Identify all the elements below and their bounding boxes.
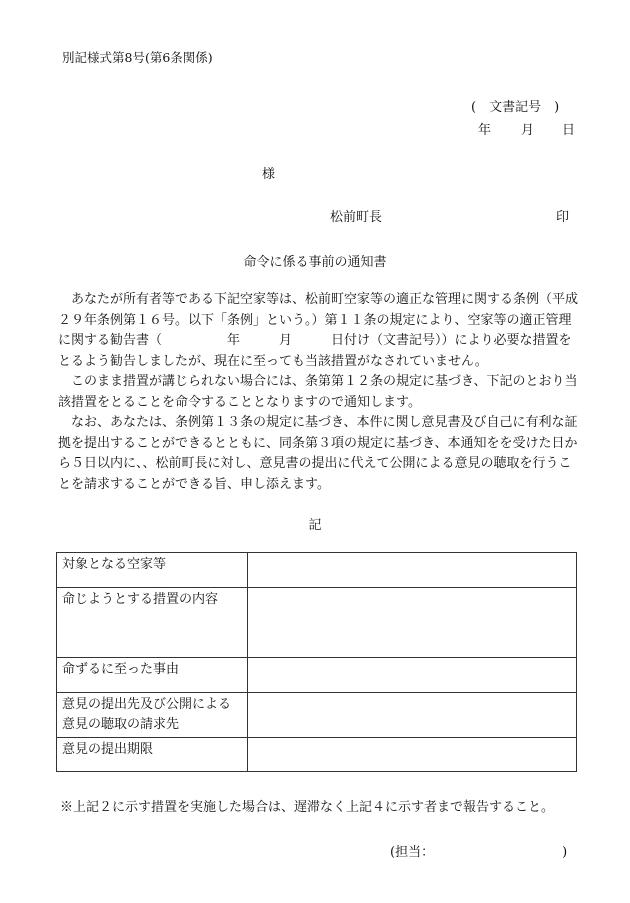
table-row — [57, 588, 577, 658]
document-title: 命令に係る事前の通知書 — [243, 255, 387, 270]
table-row — [57, 553, 577, 588]
date-day: 日 — [562, 123, 576, 138]
body-paragraph: あなたが所有者等である下記空家等は、松前町空家等の適正な管理に関する条例（平成２９年条例第１６号。以下「条例」という。）第１１条の規定により、空家等の適正管理に関する勧告書（ 年 月 日付け（文書記号））により必要な措置をとるよう勧告しましたが、現在に至っても当該措置がなされていません。 — [58, 292, 579, 369]
contact-person — [390, 841, 567, 860]
row-value — [248, 588, 577, 658]
document-number: ( 文書記号 ) — [471, 100, 560, 115]
contact-close: ) — [562, 845, 568, 860]
sender-title: 松前町長 — [330, 210, 383, 225]
ki-heading: 記 — [308, 518, 322, 533]
row-value — [248, 658, 577, 693]
table-row — [57, 738, 577, 772]
body-paragraph: このまま措置が講じられない場合には、条第第１２条の規定に基づき、下記のとおり当該措置をとることを命令することとなりますので通知します。 — [58, 374, 578, 410]
row-label: 対象となる空家等 — [57, 553, 248, 588]
contact-label: (担当： — [390, 845, 435, 860]
form-label: 別記様式第8号(第6条関係) — [62, 50, 213, 65]
body-paragraph: なお、あなたは、条例第１３条の規定に基づき、本件に関し意見書及び自己に有利な証拠を提出することができるとともに、同条第３項の規定に基づき、本通知をを受けた日から５日以内に、、松前町長に対し、意見書の提出に代えて公開による意見の聴取を行うことを請求することができる旨、申し添えます。 — [58, 415, 578, 492]
items-table — [56, 552, 577, 772]
seal-mark: 印 — [556, 210, 570, 225]
recipient: 様 — [262, 167, 276, 182]
row-label: 意見の提出先及び公開による意見の聴取の請求先 — [57, 693, 248, 738]
row-value — [248, 738, 577, 772]
row-label: 命じようとする措置の内容 — [57, 588, 248, 658]
footnote: ※上記２に示す措置を実施した場合は、遅滞なく上記４に示す者まで報告すること。 — [60, 800, 555, 815]
table-row — [57, 658, 577, 693]
row-value — [248, 553, 577, 588]
table-row — [57, 693, 577, 738]
date-year: 年 — [478, 123, 492, 138]
body-text — [58, 290, 578, 495]
row-value — [248, 693, 577, 738]
row-label: 意見の提出期限 — [57, 738, 248, 772]
date-month: 月 — [521, 123, 535, 138]
document-date — [478, 119, 575, 138]
row-label: 命ずるに至った事由 — [57, 658, 248, 693]
